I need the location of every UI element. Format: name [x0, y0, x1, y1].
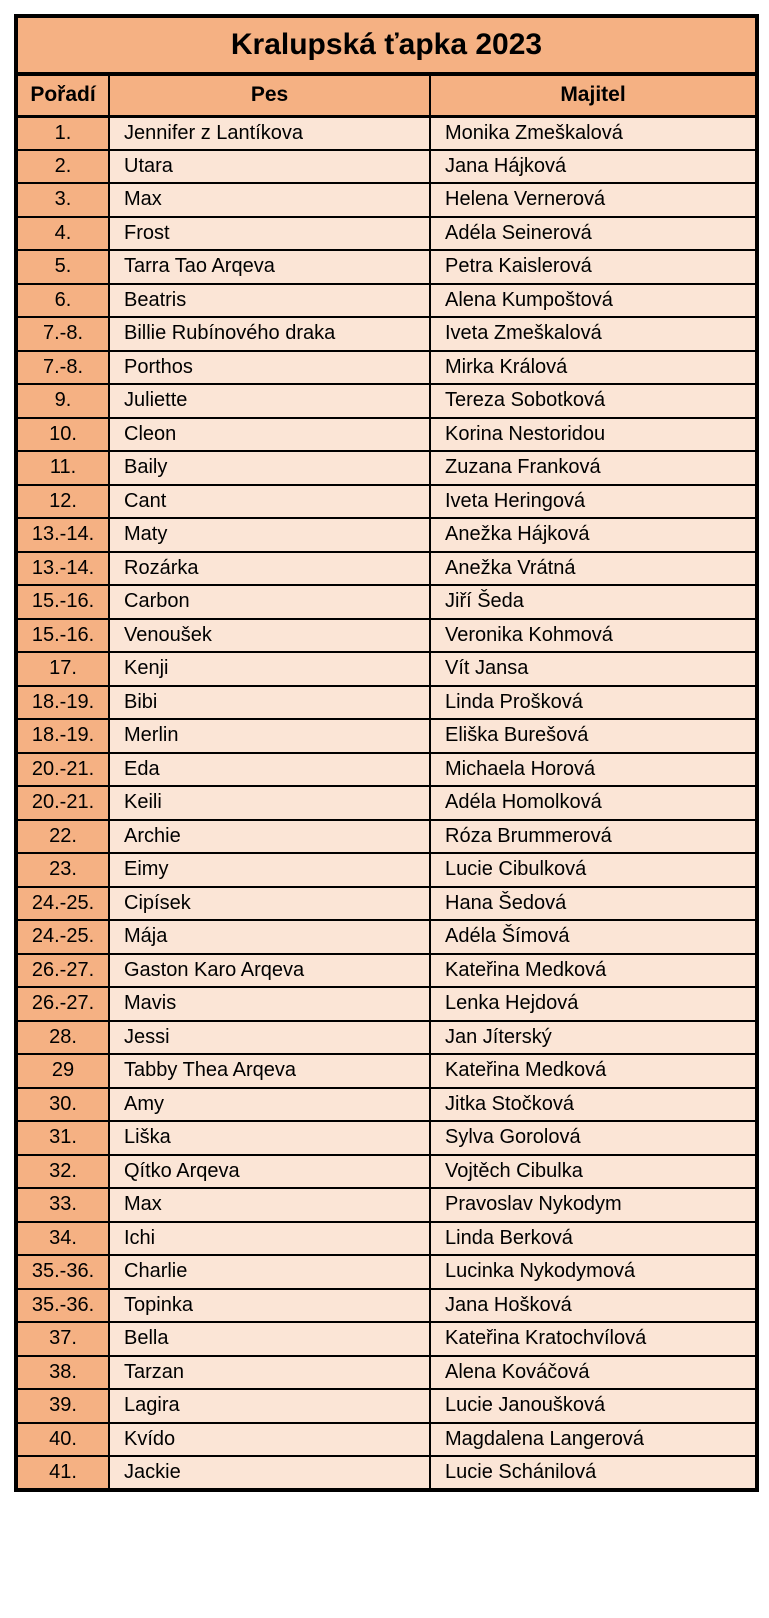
dog-cell: Jessi	[109, 1021, 430, 1055]
dog-cell: Mája	[109, 920, 430, 954]
dog-cell: Carbon	[109, 585, 430, 619]
owner-cell: Pravoslav Nykodym	[430, 1188, 757, 1222]
rank-cell: 18.-19.	[16, 719, 109, 753]
owner-cell: Korina Nestoridou	[430, 418, 757, 452]
rank-cell: 20.-21.	[16, 786, 109, 820]
table-row	[16, 451, 757, 485]
rank-cell: 30.	[16, 1088, 109, 1122]
owner-cell: Zuzana Franková	[430, 451, 757, 485]
rank-cell: 35.-36.	[16, 1255, 109, 1289]
owner-cell: Monika Zmeškalová	[430, 116, 757, 150]
rank-cell: 24.-25.	[16, 920, 109, 954]
dog-cell: Max	[109, 183, 430, 217]
rank-cell: 3.	[16, 183, 109, 217]
rank-cell: 4.	[16, 217, 109, 251]
owner-cell: Linda Berková	[430, 1222, 757, 1256]
owner-cell: Róza Brummerová	[430, 820, 757, 854]
rank-cell: 29	[16, 1054, 109, 1088]
table-row	[16, 1289, 757, 1323]
rank-cell: 32.	[16, 1155, 109, 1189]
owner-cell: Kateřina Medková	[430, 1054, 757, 1088]
dog-cell: Beatris	[109, 284, 430, 318]
rank-cell: 1.	[16, 116, 109, 150]
owner-cell: Veronika Kohmová	[430, 619, 757, 653]
owner-cell: Hana Šedová	[430, 887, 757, 921]
table-row	[16, 820, 757, 854]
rank-cell: 11.	[16, 451, 109, 485]
rank-cell: 31.	[16, 1121, 109, 1155]
rank-cell: 26.-27.	[16, 954, 109, 988]
dog-cell: Topinka	[109, 1289, 430, 1323]
rank-cell: 7.-8.	[16, 317, 109, 351]
rank-cell: 38.	[16, 1356, 109, 1390]
dog-cell: Bella	[109, 1322, 430, 1356]
table-row	[16, 1222, 757, 1256]
dog-cell: Lagira	[109, 1389, 430, 1423]
dog-cell: Billie Rubínového draka	[109, 317, 430, 351]
dog-cell: Mavis	[109, 987, 430, 1021]
owner-cell: Adéla Seinerová	[430, 217, 757, 251]
table-row	[16, 418, 757, 452]
rank-cell: 6.	[16, 284, 109, 318]
owner-cell: Iveta Zmeškalová	[430, 317, 757, 351]
owner-cell: Jitka Stočková	[430, 1088, 757, 1122]
owner-cell: Jiří Šeda	[430, 585, 757, 619]
owner-cell: Petra Kaislerová	[430, 250, 757, 284]
owner-cell: Iveta Heringová	[430, 485, 757, 519]
rank-cell: 24.-25.	[16, 887, 109, 921]
table-row	[16, 217, 757, 251]
column-header-owner: Majitel	[430, 74, 757, 116]
table-row	[16, 1155, 757, 1189]
rank-cell: 12.	[16, 485, 109, 519]
dog-cell: Jennifer z Lantíkova	[109, 116, 430, 150]
table-row	[16, 1389, 757, 1423]
dog-cell: Tabby Thea Arqeva	[109, 1054, 430, 1088]
dog-cell: Gaston Karo Arqeva	[109, 954, 430, 988]
table-row	[16, 150, 757, 184]
rank-cell: 41.	[16, 1456, 109, 1490]
table-row	[16, 250, 757, 284]
table-row	[16, 1121, 757, 1155]
owner-cell: Tereza Sobotková	[430, 384, 757, 418]
rank-cell: 26.-27.	[16, 987, 109, 1021]
table-row	[16, 116, 757, 150]
owner-cell: Adéla Homolková	[430, 786, 757, 820]
owner-cell: Magdalena Langerová	[430, 1423, 757, 1457]
rank-cell: 39.	[16, 1389, 109, 1423]
table-row	[16, 652, 757, 686]
dog-cell: Bibi	[109, 686, 430, 720]
owner-cell: Lenka Hejdová	[430, 987, 757, 1021]
dog-cell: Juliette	[109, 384, 430, 418]
table-row	[16, 853, 757, 887]
owner-cell: Lucie Cibulková	[430, 853, 757, 887]
title-row	[16, 16, 757, 74]
dog-cell: Venoušek	[109, 619, 430, 653]
table-row	[16, 1021, 757, 1055]
owner-cell: Lucinka Nykodymová	[430, 1255, 757, 1289]
page-title: Kralupská ťapka 2023	[16, 16, 757, 74]
rank-cell: 5.	[16, 250, 109, 284]
rank-cell: 35.-36.	[16, 1289, 109, 1323]
owner-cell: Lucie Janoušková	[430, 1389, 757, 1423]
table-row	[16, 552, 757, 586]
rank-cell: 34.	[16, 1222, 109, 1256]
owner-cell: Jana Hájková	[430, 150, 757, 184]
owner-cell: Vojtěch Cibulka	[430, 1155, 757, 1189]
dog-cell: Max	[109, 1188, 430, 1222]
table-row	[16, 954, 757, 988]
table-row	[16, 786, 757, 820]
rank-cell: 22.	[16, 820, 109, 854]
column-header-rank: Pořadí	[16, 74, 109, 116]
table-row	[16, 384, 757, 418]
owner-cell: Lucie Schánilová	[430, 1456, 757, 1490]
table-row	[16, 987, 757, 1021]
rank-cell: 18.-19.	[16, 686, 109, 720]
table-row	[16, 1088, 757, 1122]
rank-cell: 20.-21.	[16, 753, 109, 787]
dog-cell: Tarzan	[109, 1356, 430, 1390]
owner-cell: Kateřina Medková	[430, 954, 757, 988]
table-row	[16, 1054, 757, 1088]
dog-cell: Liška	[109, 1121, 430, 1155]
owner-cell: Anežka Vrátná	[430, 552, 757, 586]
table-row	[16, 753, 757, 787]
dog-cell: Utara	[109, 150, 430, 184]
rank-cell: 15.-16.	[16, 619, 109, 653]
rank-cell: 15.-16.	[16, 585, 109, 619]
owner-cell: Jana Hošková	[430, 1289, 757, 1323]
table-row	[16, 719, 757, 753]
rank-cell: 40.	[16, 1423, 109, 1457]
dog-cell: Eda	[109, 753, 430, 787]
dog-cell: Qítko Arqeva	[109, 1155, 430, 1189]
results-table	[14, 14, 759, 1492]
table-row	[16, 485, 757, 519]
owner-cell: Kateřina Kratochvílová	[430, 1322, 757, 1356]
table-row	[16, 887, 757, 921]
dog-cell: Frost	[109, 217, 430, 251]
dog-cell: Cipísek	[109, 887, 430, 921]
table-row	[16, 686, 757, 720]
dog-cell: Baily	[109, 451, 430, 485]
table-row	[16, 518, 757, 552]
owner-cell: Vít Jansa	[430, 652, 757, 686]
dog-cell: Kenji	[109, 652, 430, 686]
rank-cell: 9.	[16, 384, 109, 418]
table-row	[16, 284, 757, 318]
rank-cell: 17.	[16, 652, 109, 686]
table-row	[16, 1322, 757, 1356]
owner-cell: Michaela Horová	[430, 753, 757, 787]
owner-cell: Mirka Králová	[430, 351, 757, 385]
dog-cell: Archie	[109, 820, 430, 854]
owner-cell: Helena Vernerová	[430, 183, 757, 217]
table-row	[16, 1356, 757, 1390]
dog-cell: Ichi	[109, 1222, 430, 1256]
rank-cell: 33.	[16, 1188, 109, 1222]
dog-cell: Tarra Tao Arqeva	[109, 250, 430, 284]
owner-cell: Jan Jíterský	[430, 1021, 757, 1055]
table-row	[16, 183, 757, 217]
dog-cell: Jackie	[109, 1456, 430, 1490]
owner-cell: Alena Kováčová	[430, 1356, 757, 1390]
owner-cell: Eliška Burešová	[430, 719, 757, 753]
dog-cell: Cant	[109, 485, 430, 519]
column-header-row	[16, 74, 757, 116]
owner-cell: Alena Kumpoštová	[430, 284, 757, 318]
table-row	[16, 1255, 757, 1289]
dog-cell: Eimy	[109, 853, 430, 887]
table-row	[16, 619, 757, 653]
table-row	[16, 351, 757, 385]
rank-cell: 23.	[16, 853, 109, 887]
table-row	[16, 585, 757, 619]
dog-cell: Keili	[109, 786, 430, 820]
table-row	[16, 1188, 757, 1222]
dog-cell: Kvído	[109, 1423, 430, 1457]
table-row	[16, 1423, 757, 1457]
column-header-dog: Pes	[109, 74, 430, 116]
rank-cell: 7.-8.	[16, 351, 109, 385]
dog-cell: Merlin	[109, 719, 430, 753]
table-row	[16, 920, 757, 954]
dog-cell: Cleon	[109, 418, 430, 452]
table-row	[16, 317, 757, 351]
owner-cell: Sylva Gorolová	[430, 1121, 757, 1155]
dog-cell: Porthos	[109, 351, 430, 385]
dog-cell: Maty	[109, 518, 430, 552]
rank-cell: 37.	[16, 1322, 109, 1356]
rank-cell: 10.	[16, 418, 109, 452]
dog-cell: Charlie	[109, 1255, 430, 1289]
dog-cell: Rozárka	[109, 552, 430, 586]
rank-cell: 28.	[16, 1021, 109, 1055]
table-body	[16, 116, 757, 1490]
rank-cell: 13.-14.	[16, 518, 109, 552]
owner-cell: Adéla Šímová	[430, 920, 757, 954]
owner-cell: Anežka Hájková	[430, 518, 757, 552]
table-row	[16, 1456, 757, 1490]
dog-cell: Amy	[109, 1088, 430, 1122]
rank-cell: 2.	[16, 150, 109, 184]
owner-cell: Linda Prošková	[430, 686, 757, 720]
rank-cell: 13.-14.	[16, 552, 109, 586]
